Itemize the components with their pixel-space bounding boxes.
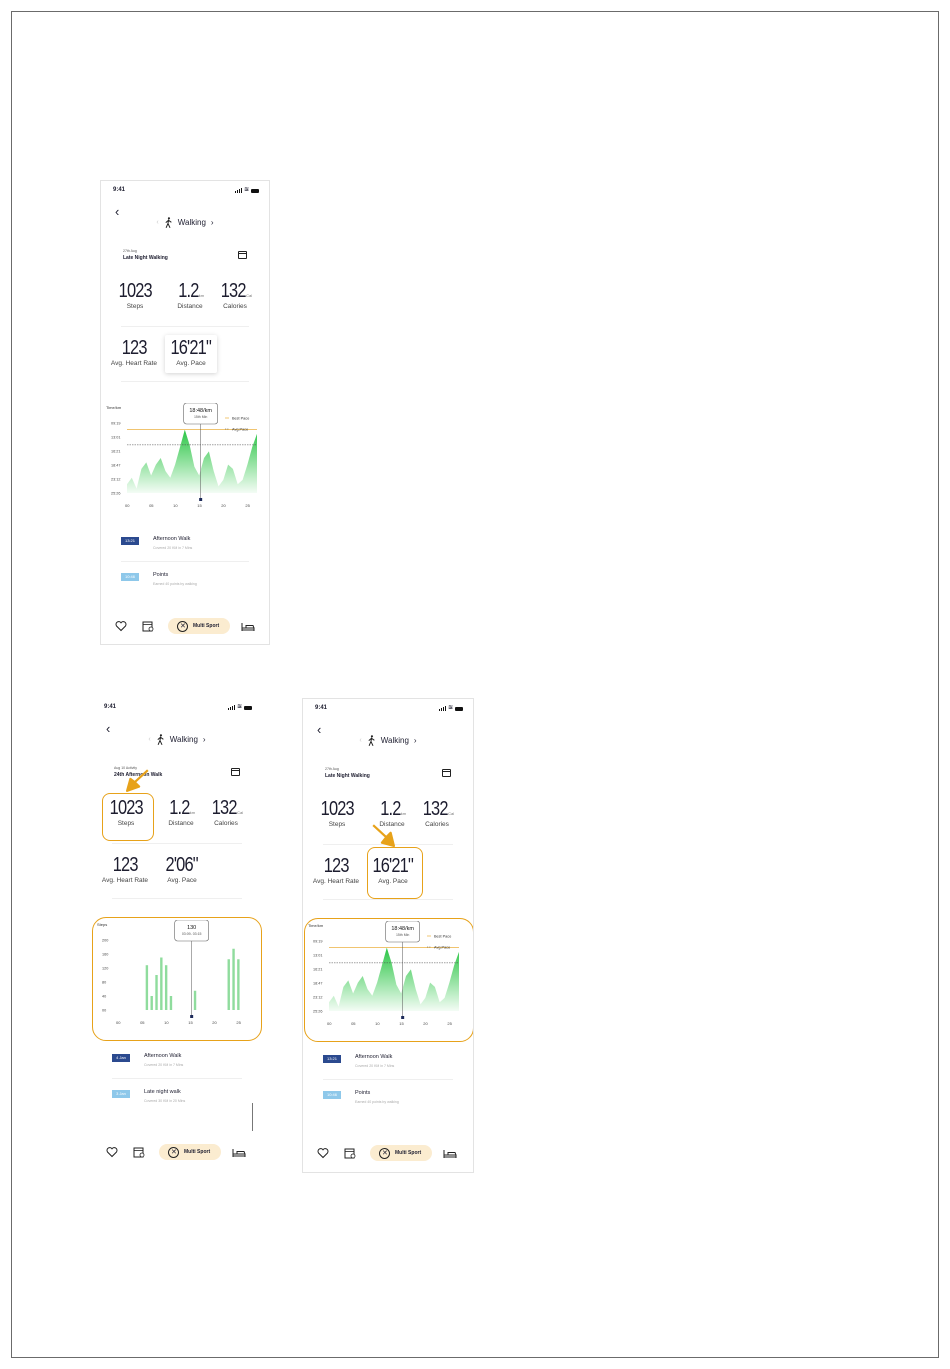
walking-icon [164,217,173,228]
chevron-left-icon[interactable]: ‹ [359,737,362,744]
list-item-badge: 10:46 [121,573,139,581]
y-tick-label: 120 [102,966,109,971]
metric-steps-label: Steps [328,821,346,828]
list-item-title: Afternoon Walk [153,536,191,542]
y-tick-label: 16:21 [313,967,323,972]
chart-cursor-handle[interactable] [199,498,202,501]
wifi-icon: ≋ [243,187,249,193]
y-tick-label: 23:12 [313,995,323,1000]
chart [101,403,270,515]
metric-calories [196,798,256,827]
metric-distance-value: 1.2 [380,798,401,820]
tab-bar [303,1143,473,1163]
list-item[interactable] [121,573,251,595]
activity-name: Walking [177,218,206,227]
metric-calories-unit: Cal [237,810,244,815]
legend-best-pace: Best Pace [434,934,452,939]
divider [112,898,242,899]
metric-heart [306,856,366,885]
status-bar [315,705,463,713]
list-item[interactable] [112,1054,244,1076]
status-time: 9:41 [113,187,126,193]
x-tick-label: 25 [236,1020,241,1025]
list-item-title: Points [355,1090,371,1096]
y-tick-label: 16:21 [111,449,121,454]
list-item-badge: 3 Jan [112,1090,130,1098]
metric-distance-label: Distance [168,820,194,827]
metric-calories-value: 132 [220,280,246,302]
session-date: 27th Aug [123,249,137,253]
metric-calories-unit: Cal [448,811,455,816]
x-tick-label: 00 [125,503,130,508]
metric-calories [205,281,265,310]
metric-pace-label: Avg. Pace [176,360,206,367]
list-item-subtitle: Covered 20 KM in 7 Mins [153,546,193,550]
divider [112,1078,242,1079]
scroll-edge-line [252,1103,253,1131]
metric-steps-label: Steps [117,820,135,827]
metric-distance-label: Distance [177,303,203,310]
x-tick-label: 20 [423,1021,428,1026]
session-date: 27th Aug [325,767,339,771]
activity-switcher[interactable] [303,735,473,746]
divider [323,899,453,900]
y-tick-label: 80 [102,980,107,985]
x-tick-label: 05 [351,1021,356,1026]
calendar-icon[interactable] [231,768,240,776]
heart-icon[interactable] [317,1147,329,1159]
metric-steps-value: 1023 [118,280,152,302]
list-item-title: Afternoon Walk [144,1053,182,1059]
metric-pace-value: 2'06" [165,854,199,876]
battery-icon [251,189,259,193]
metric-heart-value: 123 [121,337,147,359]
battery-icon [455,707,463,711]
list-item[interactable] [112,1090,244,1112]
x-tick-label: 15 [399,1021,404,1026]
y-tick-label: 23:12 [111,477,121,482]
multi-sport-icon [177,621,188,632]
legend-avg-pace: Avg.Pace [434,945,451,950]
pace-card-shadow [165,335,217,373]
divider [323,1079,453,1080]
multi-sport-icon [379,1148,390,1159]
heart-icon[interactable] [106,1146,118,1158]
tab-bar [92,1142,262,1162]
back-button[interactable]: ‹ [106,721,111,736]
metric-steps [105,281,165,310]
divider [112,843,242,844]
list-item[interactable] [323,1091,455,1113]
divider [121,381,249,382]
heart-icon[interactable] [115,620,127,632]
list-item-subtitle: Covered 20 KM in 7 Mins [355,1064,395,1068]
tooltip-sub: 03:09- 03:15 [181,932,202,936]
tooltip-sub: 15th Min [395,933,410,937]
walking-icon [367,735,376,746]
bed-icon[interactable] [232,1148,246,1158]
signal-icon [228,705,235,710]
tooltip-value: 18:48/km [189,408,212,414]
y-tick-label: 09:19 [111,421,121,426]
y-tick-label: 13:01 [111,435,121,440]
arrow-icon [371,823,395,847]
metric-calories-label: Calories [214,820,238,827]
metric-distance-label: Distance [379,821,405,828]
x-tick-label: 05 [149,503,154,508]
activity-name: Walking [380,736,409,745]
x-tick-label: 05 [140,1020,145,1025]
metric-heart [95,855,155,884]
metric-distance-unit: km [189,810,196,815]
y-tick-label: 18:47 [111,463,121,468]
metric-heart-value: 123 [112,854,138,876]
status-bar [104,704,252,712]
tooltip-value: 18:48/km [391,926,414,932]
list-item-title: Afternoon Walk [355,1054,393,1060]
list-item-badge: 10:46 [323,1091,341,1099]
x-tick-label: 25 [245,503,250,508]
chevron-left-icon[interactable]: ‹ [148,736,151,743]
y-tick-label: 18:47 [313,981,323,986]
metric-distance-unit: km [198,293,205,298]
multi-sport-label: Multi Sport [193,623,220,629]
y-tick-label: 40 [102,994,107,999]
list-item-title: Late night walk [144,1089,181,1095]
multi-sport-icon [168,1147,179,1158]
arrow-icon [126,768,150,792]
session-header [123,249,168,261]
metric-heart-label: Avg. Heart Rate [110,360,158,367]
multi-sport-button[interactable] [168,618,230,634]
phone-screen-pace-top [100,180,270,645]
bed-icon[interactable] [443,1149,457,1159]
walking-icon [156,734,165,745]
list-item-subtitle: Covered 20 KM in 7 Mins [144,1063,184,1067]
phone-screen-pace [302,698,474,1173]
calendar-check-icon[interactable] [133,1146,145,1158]
calendar-icon[interactable] [442,769,451,777]
calendar-check-icon[interactable] [344,1147,356,1159]
list-item[interactable] [121,537,251,559]
metric-distance-unit: km [400,811,407,816]
multi-sport-button[interactable] [159,1144,221,1160]
metric-calories-value: 132 [422,798,448,820]
metric-distance-value: 1.2 [169,797,190,819]
wifi-icon: ≋ [447,705,453,711]
metric-steps-value: 1023 [109,797,143,819]
x-tick-label: 10 [164,1020,169,1025]
x-tick-label: 10 [173,503,178,508]
x-tick-label: 20 [221,503,226,508]
metric-pace [152,855,212,884]
wifi-icon: ≋ [236,704,242,710]
back-button[interactable]: ‹ [115,204,120,219]
metric-heart [104,338,164,367]
signal-icon [235,188,242,193]
chart-ylabel: Time/km [106,405,122,410]
multi-sport-label: Multi Sport [184,1149,211,1155]
session-date: Aug 10 Activity [114,766,137,770]
metric-calories-value: 132 [211,797,237,819]
back-button[interactable]: ‹ [317,722,322,737]
chevron-left-icon[interactable]: ‹ [156,219,159,226]
x-tick-label: 10 [375,1021,380,1026]
list-item[interactable] [323,1055,455,1077]
metric-steps [307,799,367,828]
divider [121,326,249,327]
metric-calories-unit: Cal [246,293,253,298]
list-item-subtitle: Earned 40 points by walking [355,1100,399,1104]
x-tick-label: 00 [116,1020,121,1025]
bed-icon[interactable] [241,622,255,632]
list-item-badge: 4 Jan [112,1054,130,1062]
metric-pace-value: 16'21" [372,855,414,877]
metric-pace-value: 16'21" [170,337,212,359]
x-tick-label: 20 [212,1020,217,1025]
x-tick-label: 25 [447,1021,452,1026]
status-time: 9:41 [315,705,328,711]
y-tick-label: 25:26 [313,1009,323,1014]
multi-sport-label: Multi Sport [395,1150,422,1156]
activity-switcher[interactable] [92,734,262,745]
x-tick-label: 00 [327,1021,332,1026]
y-tick-label: 13:01 [313,953,323,958]
highlight-pace [367,847,423,899]
session-name: Late Night Walking [123,255,168,261]
status-bar [113,187,259,195]
chart-ylabel: Steps [97,922,108,927]
metric-heart-label: Avg. Heart Rate [101,877,149,884]
metric-calories [407,799,467,828]
highlight-chart [304,918,474,1042]
session-name: 24th Afternoon Walk [114,772,163,778]
metric-steps-label: Steps [126,303,144,310]
list-item-subtitle: Earned 40 points by walking [153,582,197,586]
chart-ylabel: Time/km [308,923,324,928]
session-name: Late Night Walking [325,773,370,779]
y-tick-label: 25:26 [111,491,121,496]
y-tick-label: 09:19 [313,939,323,944]
status-time: 9:41 [104,704,117,710]
list-item-subtitle: Covered 30 KM in 20 Mins [144,1099,186,1103]
divider [121,561,249,562]
session-header [325,767,370,779]
metric-calories-label: Calories [425,821,449,828]
metric-calories-label: Calories [223,303,247,310]
chevron-right-icon[interactable]: › [413,736,417,745]
x-tick-label: 15 [188,1020,193,1025]
calendar-check-icon[interactable] [142,620,154,632]
highlight-chart [92,917,262,1041]
metric-steps-value: 1023 [320,798,354,820]
legend-avg-pace: Avg.Pace [232,427,249,432]
list-item-title: Points [153,572,169,578]
highlight-steps [102,793,154,841]
activity-name: Walking [169,735,198,744]
signal-icon [439,706,446,711]
y-tick-label: 00 [102,1008,107,1013]
list-item-badge: 13:21 [323,1055,341,1063]
tooltip-value: 130 [187,925,197,931]
pace-area-series [127,430,257,493]
y-tick-label: 200 [102,938,109,943]
tooltip-sub: 15th Min [193,415,208,419]
metric-heart-label: Avg. Heart Rate [312,878,360,885]
metric-pace-label: Avg. Pace [167,877,197,884]
chevron-right-icon[interactable]: › [202,735,206,744]
battery-icon [244,706,252,710]
multi-sport-button[interactable] [370,1145,432,1161]
y-tick-label: 160 [102,952,109,957]
chevron-right-icon[interactable]: › [210,218,214,227]
phone-screen-steps [92,698,262,1173]
tab-bar [101,616,269,636]
list-item-badge: 13:21 [121,537,139,545]
calendar-icon[interactable] [238,251,247,259]
metric-pace-label: Avg. Pace [378,878,408,885]
activity-switcher[interactable] [101,217,269,228]
x-tick-label: 15 [197,503,202,508]
metric-heart-value: 123 [323,855,349,877]
metric-distance-value: 1.2 [178,280,199,302]
legend-best-pace: Best Pace [232,416,250,421]
